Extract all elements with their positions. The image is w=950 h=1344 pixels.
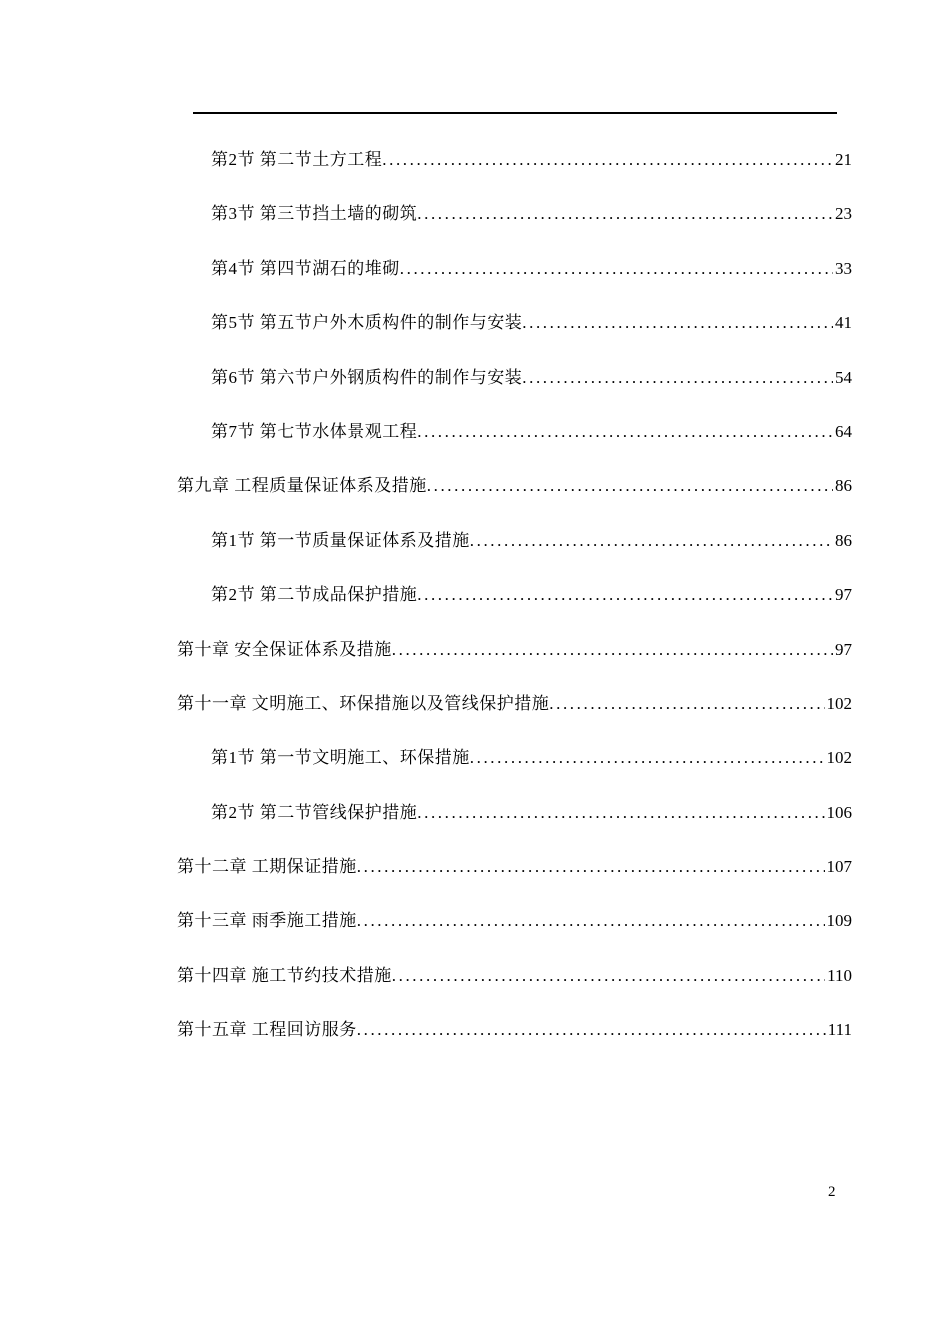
- toc-entry-label: 第2节 第二节土方工程: [211, 150, 383, 169]
- toc-leader-dots: [417, 568, 833, 622]
- toc-entry-chapter[interactable]: [177, 1003, 852, 1057]
- toc-leader-dots: [417, 187, 833, 241]
- toc-entry-section[interactable]: [177, 242, 852, 296]
- toc-leader-dots: [357, 894, 825, 948]
- toc-entry-page: 54: [835, 367, 852, 387]
- toc-leader-dots: [392, 949, 825, 1003]
- toc-leader-dots: [427, 459, 833, 513]
- toc-entry-section[interactable]: [177, 133, 852, 187]
- toc-entry-page: 97: [835, 639, 852, 659]
- toc-entry-label: 第6节 第六节户外钢质构件的制作与安装: [211, 367, 523, 387]
- toc-entry-label: 第1节 第一节质量保证体系及措施: [211, 530, 470, 550]
- toc-entry-label: 第十五章 工程回访服务: [177, 1020, 357, 1040]
- header-divider: [193, 112, 837, 114]
- toc-entry-section[interactable]: [177, 786, 852, 840]
- toc-leader-dots: [549, 677, 824, 731]
- toc-leader-dots: [417, 786, 824, 840]
- toc-entry-page: 109: [826, 911, 852, 931]
- toc-entry-page: 107: [826, 857, 852, 877]
- toc-entry-label: 第十章 安全保证体系及措施: [177, 639, 392, 659]
- toc-entry-label: 第4节 第四节湖石的堆砌: [211, 258, 400, 278]
- toc-entry-section[interactable]: [177, 405, 852, 459]
- toc-entry-chapter[interactable]: [177, 623, 852, 677]
- toc-entry-page: 41: [835, 313, 852, 333]
- toc-entry-page: 110: [827, 965, 852, 985]
- toc-entry-label: 第十二章 工期保证措施: [177, 857, 357, 877]
- toc-entry-label: 第十三章 雨季施工措施: [177, 911, 357, 931]
- toc-leader-dots: [470, 731, 825, 785]
- toc-entry-page: 106: [826, 802, 852, 822]
- toc-entry-label: 第1节 第一节文明施工、环保措施: [211, 748, 470, 768]
- toc-entry-page: 111: [827, 1020, 852, 1040]
- toc-entry-label: 第九章 工程质量保证体系及措施: [177, 476, 427, 496]
- toc-entry-chapter[interactable]: [177, 459, 852, 513]
- toc-entry-label: 第7节 第七节水体景观工程: [211, 421, 418, 441]
- toc-entry-label: 第十四章 施工节约技术措施: [177, 965, 392, 985]
- toc-entry-chapter[interactable]: [177, 949, 852, 1003]
- toc-entry-page: 21: [835, 150, 852, 169]
- toc-entry-page: 33: [835, 258, 852, 278]
- toc-entry-chapter[interactable]: [177, 894, 852, 948]
- toc-entry-page: 23: [835, 204, 852, 224]
- toc-entry-label: 第2节 第二节管线保护措施: [211, 802, 418, 822]
- toc-entry-section[interactable]: [177, 296, 852, 350]
- toc-entry-section[interactable]: [177, 187, 852, 241]
- toc-entry-page: 64: [835, 421, 852, 441]
- toc-entry-label: 第十一章 文明施工、环保措施以及管线保护措施: [177, 693, 550, 713]
- page-number: 2: [828, 1184, 836, 1200]
- toc-entry-label: 第2节 第二节成品保护措施: [211, 585, 418, 605]
- toc-leader-dots: [400, 242, 833, 296]
- toc-entry-chapter[interactable]: [177, 840, 852, 894]
- toc-entry-page: 97: [835, 585, 852, 605]
- toc-leader-dots: [522, 351, 833, 405]
- toc-entry-section[interactable]: [177, 514, 852, 568]
- toc-entry-page: 102: [826, 693, 852, 713]
- toc-leader-dots: [382, 133, 833, 187]
- toc-leader-dots: [470, 514, 833, 568]
- toc-leader-dots: [357, 1003, 826, 1057]
- toc-entry-page: 86: [835, 530, 852, 550]
- toc-entry-label: 第5节 第五节户外木质构件的制作与安装: [211, 313, 523, 333]
- toc-entry-section[interactable]: [177, 731, 852, 785]
- toc-entry-page: 102: [826, 748, 852, 768]
- toc-leader-dots: [522, 296, 833, 350]
- toc-entry-section[interactable]: [177, 568, 852, 622]
- toc-leader-dots: [357, 840, 825, 894]
- table-of-contents: [177, 133, 852, 1058]
- toc-entry-page: 86: [835, 476, 852, 496]
- toc-leader-dots: [392, 623, 833, 677]
- toc-entry-chapter[interactable]: [177, 677, 852, 731]
- toc-leader-dots: [417, 405, 833, 459]
- toc-entry-label: 第3节 第三节挡土墙的砌筑: [211, 204, 418, 224]
- toc-entry-section[interactable]: [177, 351, 852, 405]
